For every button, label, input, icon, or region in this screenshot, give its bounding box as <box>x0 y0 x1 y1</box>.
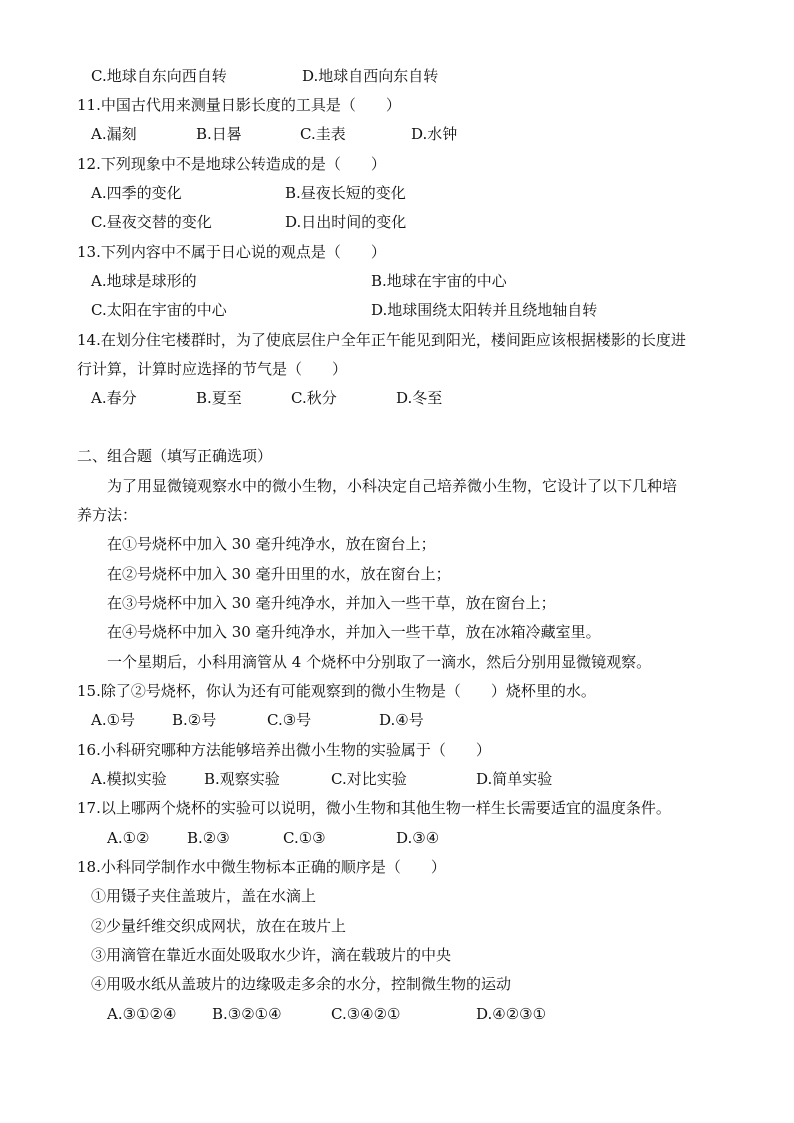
q11-option-b: B.日晷 <box>196 125 242 143</box>
q10-option-d: D.地球自西向东自转 <box>302 67 439 85</box>
q12-option-a: A.四季的变化 <box>91 184 182 202</box>
q13-option-b: B.地球在宇宙的中心 <box>371 272 507 290</box>
q18-step-2: ②少量纤维交织成网状，放在在玻片上 <box>91 917 347 935</box>
q13-stem: 13.下列内容中不属于日心说的观点是（ ） <box>77 243 386 261</box>
q18-option-c: C.③④②① <box>331 1005 401 1023</box>
q16-option-b: B.观察实验 <box>204 770 280 788</box>
q13-option-a: A.地球是球形的 <box>91 272 197 290</box>
q15-stem: 15.除了②号烧杯，你认为还有可能观察到的微小生物是（ ）烧杯里的水。 <box>77 682 596 700</box>
q11-option-c: C.圭表 <box>300 125 346 143</box>
q11-option-d: D.水钟 <box>411 125 458 143</box>
q17-option-d: D.③④ <box>396 829 440 847</box>
q12-option-c: C.昼夜交替的变化 <box>91 213 212 231</box>
q15-option-d: D.④号 <box>379 711 424 729</box>
section2-method-1: 在①号烧杯中加入 30 毫升纯净水，放在窗台上； <box>107 535 436 553</box>
section2-method-2: 在②号烧杯中加入 30 毫升田里的水，放在窗台上； <box>107 565 451 583</box>
q18-option-a: A.③①②④ <box>107 1005 177 1023</box>
q17-stem: 17.以上哪两个烧杯的实验可以说明，微小生物和其他生物一样生长需要适宜的温度条件。 <box>77 799 671 817</box>
q17-option-c: C.①③ <box>283 829 326 847</box>
q13-option-d: D.地球围绕太阳转并且绕地轴自转 <box>371 301 598 319</box>
q18-step-4: ④用吸水纸从盖玻片的边缘吸走多余的水分，控制微生物的运动 <box>91 975 512 993</box>
q12-stem: 12.下列现象中不是地球公转造成的是（ ） <box>77 155 386 173</box>
q18-step-3: ③用滴管在靠近水面处吸取水少许，滴在载玻片的中央 <box>91 946 452 964</box>
q11-option-a: A.漏刻 <box>91 125 137 143</box>
section2-heading: 二、组合题（填写正确选项） <box>77 447 273 465</box>
q14-stem-line2: 行计算，计算时应选择的节气是（ ） <box>77 360 348 378</box>
q11-stem: 11.中国古代用来测量日影长度的工具是（ ） <box>77 96 401 114</box>
section2-intro-line2: 养方法： <box>77 506 138 524</box>
section2-intro-line1: 为了用显微镜观察水中的微小生物，小科决定自己培养微小生物，它设计了以下几种培 <box>107 477 678 495</box>
q17-option-b: B.②③ <box>187 829 230 847</box>
q14-option-b: B.夏至 <box>196 389 242 407</box>
q12-option-d: D.日出时间的变化 <box>285 213 407 231</box>
section2-method-3: 在③号烧杯中加入 30 毫升纯净水，并加入一些干草，放在窗台上； <box>107 594 556 612</box>
q15-option-c: C.③号 <box>267 711 312 729</box>
section2-method-4: 在④号烧杯中加入 30 毫升纯净水，并加入一些干草，放在冰箱冷藏室里。 <box>107 623 601 641</box>
q18-option-d: D.④②③① <box>476 1005 547 1023</box>
q13-option-c: C.太阳在宇宙的中心 <box>91 301 227 319</box>
q17-option-a: A.①② <box>107 829 150 847</box>
q15-option-b: B.②号 <box>172 711 217 729</box>
q14-option-c: C.秋分 <box>291 389 337 407</box>
q14-option-a: A.春分 <box>91 389 137 407</box>
q10-option-c: C.地球自东向西自转 <box>91 67 227 85</box>
q16-stem: 16.小科研究哪种方法能够培养出微小生物的实验属于（ ） <box>77 741 491 759</box>
q14-option-d: D.冬至 <box>396 389 443 407</box>
q16-option-a: A.模拟实验 <box>91 770 167 788</box>
section2-after: 一个星期后，小科用滴管从 4 个烧杯中分别取了一滴水，然后分别用显微镜观察。 <box>107 653 652 671</box>
q14-stem-line1: 14.在划分住宅楼群时，为了使底层住户全年正午能见到阳光，楼间距应该根据楼影的长度进 <box>77 331 686 349</box>
q12-option-b: B.昼夜长短的变化 <box>285 184 406 202</box>
q16-option-d: D.简单实验 <box>476 770 553 788</box>
q18-stem: 18.小科同学制作水中微生物标本正确的顺序是（ ） <box>77 858 446 876</box>
q16-option-c: C.对比实验 <box>331 770 407 788</box>
q18-step-1: ①用镊子夹住盖玻片，盖在水滴上 <box>91 887 317 905</box>
q18-option-b: B.③②①④ <box>212 1005 282 1023</box>
q15-option-a: A.①号 <box>91 711 136 729</box>
